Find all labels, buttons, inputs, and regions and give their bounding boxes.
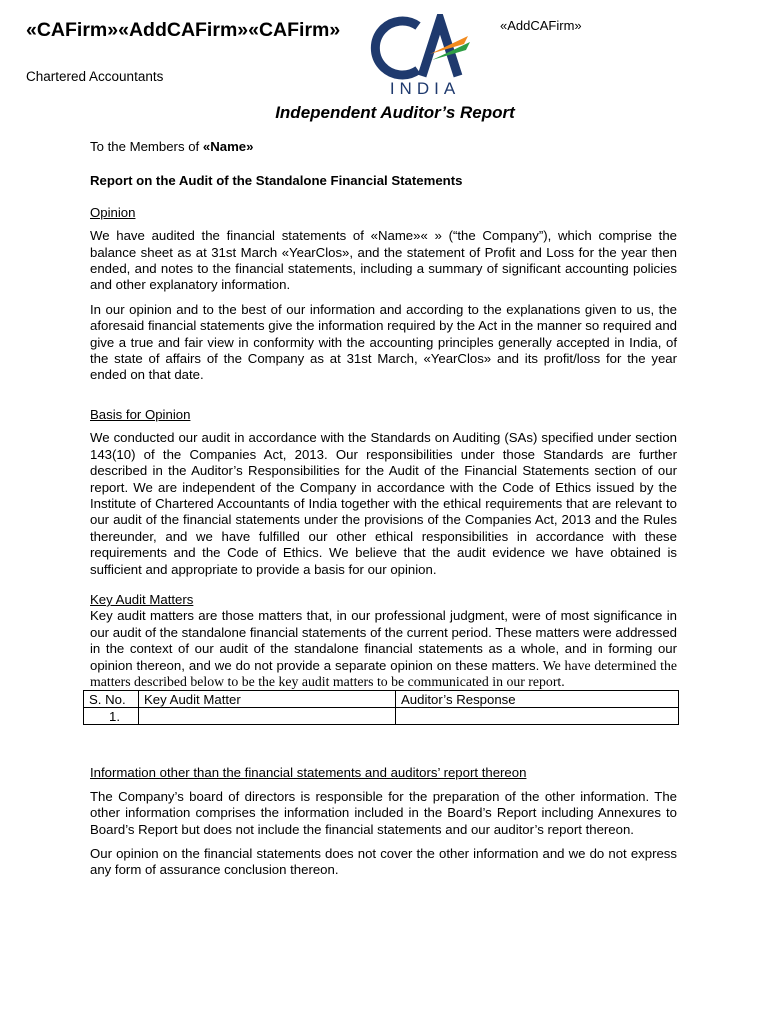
opinion-paragraph-2: In our opinion and to the best of our information and according to the explanations given to us, the aforesaid financial statements give the information required by the Act in the manner so required and give a true and fair view in conformity with the accounting principles generally accepted in India, of the state of affairs of the Company as at 31st March, «YearClos» and its profit/loss for the year ended on that date. (90, 301, 677, 383)
table-cell-matter (139, 708, 396, 725)
key-audit-matters-table (83, 690, 679, 725)
logo-country-text: INDIA (389, 79, 461, 98)
report-body (90, 139, 677, 887)
addressee-prefix: To the Members of (90, 139, 203, 154)
addressee-name: «Name» (202, 139, 254, 154)
opinion-paragraph-1: We have audited the financial statements of «Name»« » (“the Company”), which comprise the balance sheet as at 31st March «YearClos», and the statement of Profit and Loss for the year then ended, and notes to the financial statements, including a summary of significant accounting policies and other explanatory information. (90, 228, 677, 293)
basis-heading: Basis for Opinion (90, 406, 191, 422)
table-header-matter: Key Audit Matter (139, 691, 396, 708)
table-header-sno: S. No. (84, 691, 139, 708)
addressee-line (90, 139, 677, 155)
report-heading: Report on the Audit of the Standalone Financial Statements (90, 173, 463, 189)
ca-india-logo (370, 14, 480, 98)
opinion-heading: Opinion (90, 204, 136, 220)
add-ca-firm-field: «AddCAFirm» (500, 18, 582, 33)
firm-subtitle: Chartered Accountants (26, 69, 164, 84)
report-title: Independent Auditor’s Report (275, 103, 515, 122)
firm-name: «CAFirm»«AddCAFirm»«CAFirm» (26, 19, 341, 41)
kam-paragraph-main: Key audit matters are those matters that, in our professional judgment, were of most significance in our audit of the standalone financial statements of the current period. These matters were addressed in the context of our audit of the standalone financial statements as a whole, and in forming our opinion thereon, and we do not provide a separate opinion on these matters. (90, 608, 677, 673)
basis-paragraph: We conducted our audit in accordance with the Standards on Auditing (SAs) specified under section 143(10) of the Companies Act, 2013. Our responsibilities under those Standards are further described in the Auditor’s Responsibilities for the Audit of the Financial Statements section of our report. We are independent of the Company in accordance with the Code of Ethics issued by the Institute of Chartered Accountants of India together with the ethical requirements that are relevant to our audit of the financial statements under the provisions of the Companies Act, 2013 and the Rules thereunder, and we have fulfilled our other ethical responsibilities in accordance with these requirements and the Code of Ethics. We believe that the audit evidence we have obtained is sufficient and appropriate to provide a basis for our opinion. (90, 430, 677, 577)
other-info-paragraph-2: Our opinion on the financial statements does not cover the other information and we do not express any form of assurance conclusion thereon. (90, 846, 677, 878)
table-header-response: Auditor’s Response (396, 691, 679, 708)
kam-heading: Key Audit Matters (90, 591, 194, 607)
other-info-paragraph-1: The Company’s board of directors is responsible for the preparation of the other information. The other information comprises the information included in the Board’s Report including Annexures to Board’s Report but does not include the financial statements and our auditor’s report thereon. (90, 788, 677, 837)
table-row (84, 708, 679, 725)
kam-paragraph-tail: We have determined the matters described below to be the key audit matters to be communicated in our report. (90, 657, 677, 689)
table-cell-response (396, 708, 679, 725)
ca-india-logo-icon (370, 14, 480, 98)
kam-paragraph (90, 608, 677, 690)
table-header-row (84, 691, 679, 708)
table-cell-sno: 1. (84, 708, 139, 725)
other-info-heading: Information other than the financial statements and auditors’ report thereon (90, 765, 527, 781)
